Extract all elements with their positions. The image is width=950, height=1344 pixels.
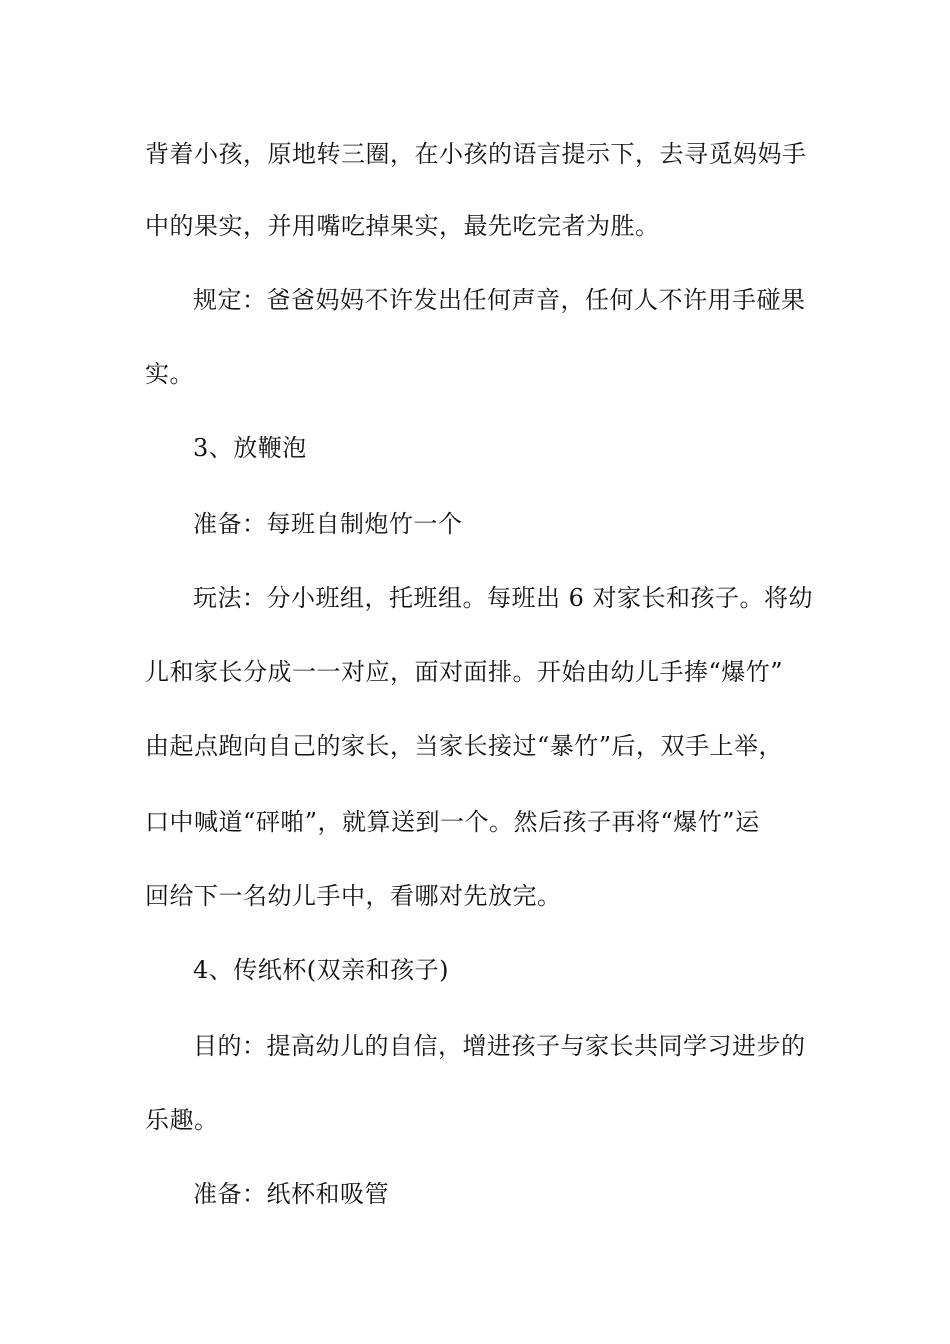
- text-line-14: 乐趣。: [145, 1106, 219, 1134]
- text-line-3: 规定：爸爸妈妈不许发出任何声音，任何人不许用手碰果: [193, 286, 806, 314]
- text-line-15: 准备：纸杯和吸管: [193, 1180, 389, 1208]
- text-line-4: 实。: [145, 360, 194, 388]
- section-heading-4: 4、传纸杯(双亲和孩子): [193, 956, 449, 984]
- text-line-2: 中的果实，并用嘴吃掉果实，最先吃完者为胜。: [145, 212, 660, 240]
- text-line-9: 由起点跑向自己的家长，当家长接过“暴竹”后，双手上举，: [145, 732, 784, 760]
- section-heading-3: 3、放鞭泡: [193, 434, 307, 462]
- text-line-6: 准备：每班自制炮竹一个: [193, 510, 463, 538]
- text-line-8: 儿和家长分成一一对应，面对面排。开始由幼儿手捧“爆竹”: [145, 658, 784, 686]
- text-line-1: 背着小孩，原地转三圈，在小孩的语言提示下，去寻觅妈妈手: [145, 140, 807, 168]
- text-line-11: 回给下一名幼儿手中，看哪对先放完。: [145, 882, 562, 910]
- text-line-7: 玩法：分小班组，托班组。每班出 6 对家长和孩子。将幼: [193, 584, 814, 612]
- text-line-10: 口中喊道“砰啪”，就算送到一个。然后孩子再将“爆竹”运: [145, 808, 760, 836]
- text-line-13: 目的：提高幼儿的自信，增进孩子与家长共同学习进步的: [193, 1032, 806, 1060]
